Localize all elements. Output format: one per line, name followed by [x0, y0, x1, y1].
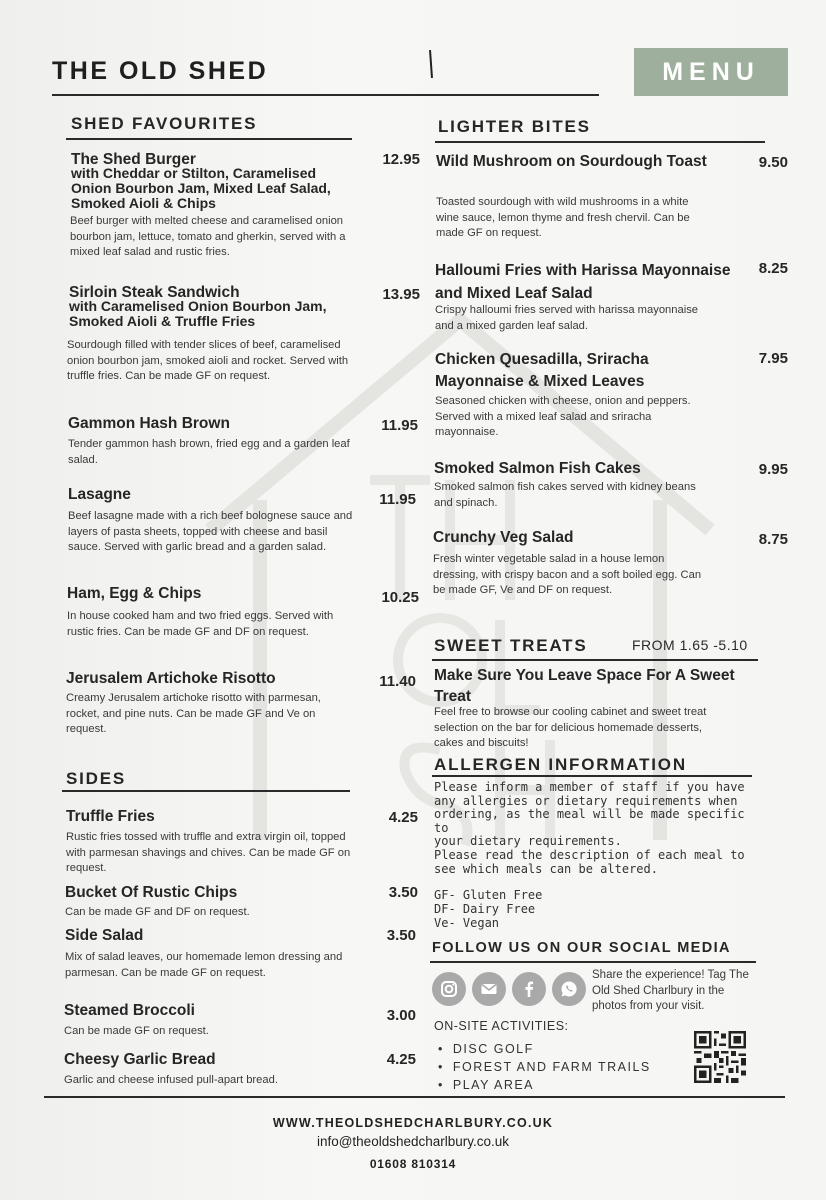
brand-name: THE OLD SHED	[52, 57, 269, 85]
menu-item-price: 11.40	[379, 673, 416, 690]
section-title-sweet-treats: SWEET TREATS	[434, 636, 588, 655]
menu-item-price: 8.75	[758, 531, 788, 548]
menu-item-price: 9.95	[758, 461, 788, 478]
menu-item-name: Wild Mushroom on Sourdough Toast	[436, 153, 707, 170]
section-divider	[66, 138, 352, 140]
menu-item-price: 4.25	[388, 809, 418, 826]
menu-item-name: Cheesy Garlic Bread	[64, 1051, 216, 1068]
menu-item-name: Jerusalem Artichoke Risotto	[66, 670, 276, 687]
phone-number: 01608 810314	[369, 1157, 457, 1171]
section-title-lighter-bites: LIGHTER BITES	[438, 117, 591, 136]
menu-item-price: 3.50	[388, 884, 418, 901]
menu-item-name: Truffle Fries	[66, 808, 155, 825]
allergen-guidance: Please read the description of each meal to see which meals can be altered.	[434, 848, 745, 876]
menu-item-description: Beef lasagne made with a rich beef bolognese sauce and layers of pasta sheets, topped with cheese and basil sauce. Served with garlic bread and a garden salad.	[68, 510, 353, 553]
menu-item-description: Fresh winter vegetable salad in a house lemon dressing, with crispy bacon and a soft boiled egg. Can be made GF, Ve and DF on request.	[433, 553, 702, 596]
menu-item-description: Garlic and cheese infused pull-apart bread.	[64, 1074, 278, 1086]
section-divider	[430, 961, 756, 963]
activity-item: • FOREST AND FARM TRAILS	[438, 1058, 651, 1076]
allergen-key-df: DF- Dairy Free	[434, 902, 536, 916]
menu-item-price: 10.25	[381, 589, 419, 606]
menu-item-price: 11.95	[379, 491, 416, 508]
menu-item-description: Beef burger with melted cheese and caramelised onion bourbon jam, lettuce, tomato and gherkin, served with a mixed leaf salad and rustic fries.	[70, 215, 346, 258]
menu-item-name: Sirloin Steak Sandwich	[69, 284, 240, 301]
menu-item-description: Crispy halloumi fries served with harissa mayonnaise and a mixed garden leaf salad.	[435, 304, 699, 332]
social-icon-row	[432, 972, 586, 1006]
menu-item-subtitle: with Cheddar or Stilton, Caramelised Onion Bourbon Jam, Mixed Leaf Salad, Smoked Aioli & Chips	[71, 165, 331, 211]
menu-item-name: Smoked Salmon Fish Cakes	[434, 460, 641, 477]
qr-code[interactable]	[694, 1031, 746, 1083]
whatsapp-icon[interactable]	[552, 972, 586, 1006]
section-title-sides: SIDES	[66, 769, 127, 788]
section-title-social: FOLLOW US ON OUR SOCIAL MEDIA	[432, 940, 731, 956]
activity-item: • PLAY AREA	[438, 1076, 651, 1094]
menu-item-description: Rustic fries tossed with truffle and extra virgin oil, topped with parmesan shavings and chives. Can be made GF on request.	[66, 831, 351, 874]
header-divider	[52, 94, 599, 96]
sweet-price-range: FROM 1.65 -5.10	[632, 637, 748, 653]
section-divider	[62, 790, 350, 792]
menu-item-name: Halloumi Fries with Harissa Mayonnaise and Mixed Leaf Salad	[435, 262, 731, 302]
menu-item-name: Chicken Quesadilla, Sriracha Mayonnaise & Mixed Leaves	[435, 351, 649, 390]
activities-list	[438, 1040, 651, 1094]
email-link[interactable]: info@theoldshedcharlbury.co.uk	[316, 1134, 510, 1149]
menu-item-name: Crunchy Veg Salad	[433, 529, 574, 546]
menu-item-description: Can be made GF on request.	[64, 1025, 209, 1037]
section-divider	[432, 775, 752, 777]
menu-item-price: 9.50	[758, 154, 788, 171]
menu-item-description: Tender gammon hash brown, fried egg and a garden leaf salad.	[68, 438, 350, 466]
menu-item-price: 11.95	[381, 417, 418, 434]
menu-item-name: Side Salad	[65, 927, 144, 944]
website-link[interactable]: WWW.THEOLDSHEDCHARLBURY.CO.UK	[272, 1116, 554, 1130]
menu-item-name: The Shed Burger	[71, 151, 196, 168]
facebook-icon[interactable]	[512, 972, 546, 1006]
menu-badge: MENU	[634, 48, 788, 96]
footer-divider	[44, 1096, 785, 1098]
allergen-key-gf: GF- Gluten Free	[434, 888, 543, 902]
activity-item: • DISC GOLF	[438, 1040, 651, 1058]
menu-item-price: 4.25	[386, 1051, 416, 1068]
menu-item-description: In house cooked ham and two fried eggs. Served with rustic fries. Can be made GF and DF on request.	[67, 610, 334, 638]
section-title-allergen: ALLERGEN INFORMATION	[434, 755, 687, 774]
section-divider	[435, 141, 765, 143]
menu-item-price: 3.00	[386, 1007, 416, 1024]
menu-item-name: Steamed Broccoli	[64, 1002, 195, 1019]
menu-item-price: 12.95	[382, 151, 420, 168]
allergen-notice: Please inform a member of staff if you have any allergies or dietary requirements when ordering, as the meal will be made specific to your dietary requirements.	[434, 780, 745, 848]
menu-item-name: Gammon Hash Brown	[68, 415, 230, 432]
pen-mark	[429, 50, 433, 78]
menu-item-price: 7.95	[758, 350, 788, 367]
menu-item-description: Sourdough filled with tender slices of beef, caramelised onion bourbon jam, smoked aioli and rocket. Served with truffle fries. Can be made GF on request.	[67, 339, 349, 382]
share-message: Share the experience! Tag The Old Shed Charlbury in the photos from your visit.	[592, 969, 749, 1012]
sweet-description: Feel free to browse our cooling cabinet and sweet treat selection on the bar for delicious homemade desserts, cakes and biscuits!	[434, 706, 707, 749]
menu-item-description: Smoked salmon fish cakes served with kidney beans and spinach.	[434, 481, 696, 509]
menu-item-price: 13.95	[382, 286, 420, 303]
sweet-heading: Make Sure You Leave Space For A Sweet Treat	[434, 667, 735, 705]
instagram-icon[interactable]	[432, 972, 466, 1006]
menu-item-description: Seasoned chicken with cheese, onion and peppers. Served with a mixed leaf salad and sriracha mayonnaise.	[435, 395, 691, 438]
menu-item-subtitle: with Caramelised Onion Bourbon Jam, Smoked Aioli & Truffle Fries	[69, 298, 327, 329]
activities-heading: ON-SITE ACTIVITIES:	[434, 1019, 569, 1033]
menu-item-description: Can be made GF and DF on request.	[65, 906, 250, 918]
section-title-favourites: SHED FAVOURITES	[71, 114, 258, 133]
menu-item-description: Toasted sourdough with wild mushrooms in a white wine sauce, lemon thyme and fresh chervil. Can be made GF on request.	[436, 196, 690, 239]
menu-item-price: 8.25	[758, 260, 788, 277]
menu-item-description: Mix of salad leaves, our homemade lemon dressing and parmesan. Can be made GF on request.	[65, 951, 343, 979]
menu-item-description: Creamy Jerusalem artichoke risotto with parmesan, rocket, and pine nuts. Can be made GF and Ve on request.	[66, 692, 321, 735]
menu-item-name: Bucket Of Rustic Chips	[65, 884, 238, 901]
menu-item-price: 3.50	[386, 927, 416, 944]
menu-item-name: Ham, Egg & Chips	[67, 585, 202, 602]
section-divider	[432, 659, 758, 661]
allergen-key-ve: Ve- Vegan	[434, 916, 500, 930]
menu-item-name: Lasagne	[68, 486, 131, 503]
email-icon[interactable]	[472, 972, 506, 1006]
